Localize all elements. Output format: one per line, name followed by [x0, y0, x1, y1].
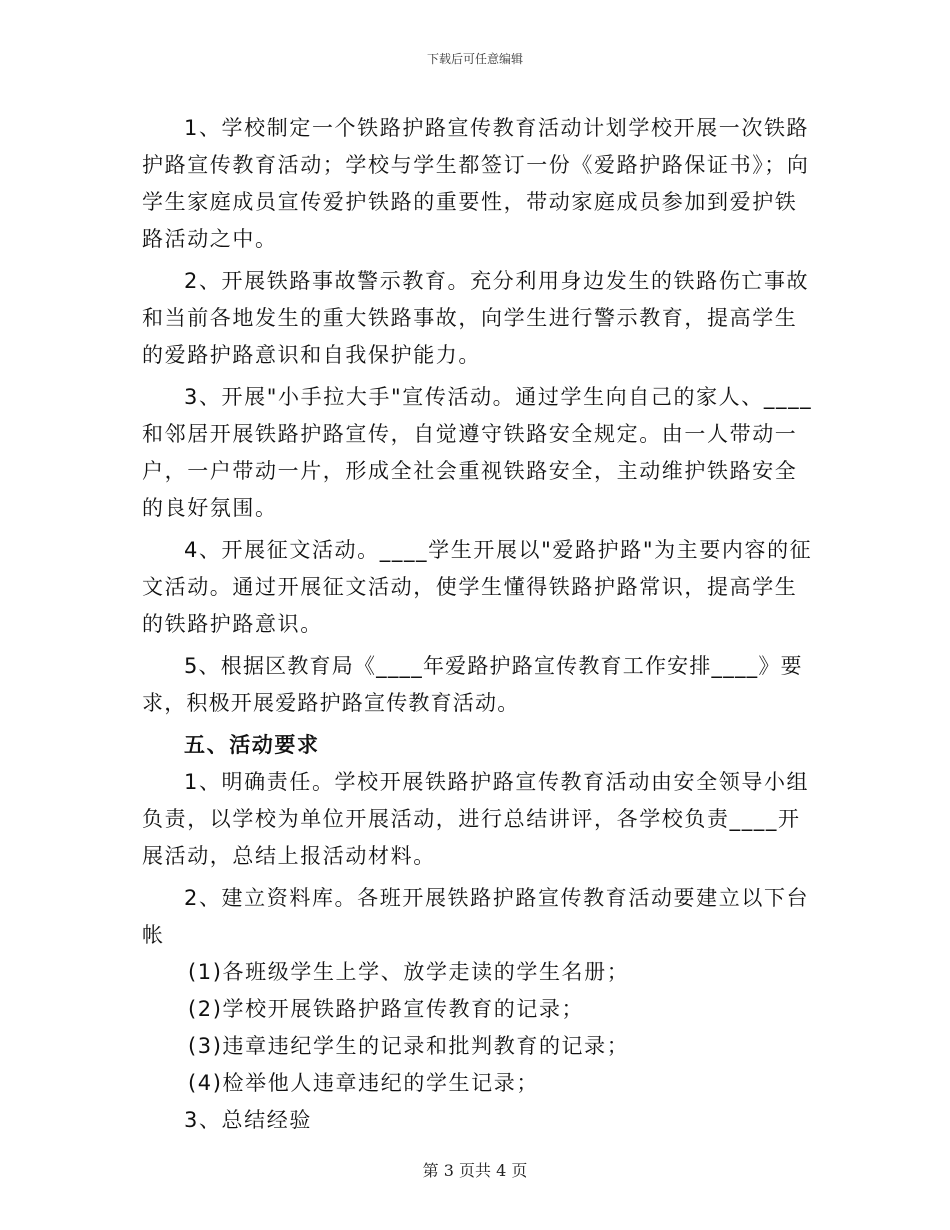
requirement-item-2: 2、建立资料库。各班开展铁路护路宣传教育活动要建立以下台帐	[142, 886, 810, 947]
ledger-item-2: (2)学校开展铁路护路宣传教育的记录；	[188, 997, 585, 1021]
activity-item-5: 5、根据区教育局《____年爱路护路宣传教育工作安排____》要求，积极开展爱路护路宣传教育活动。	[142, 654, 803, 715]
ledger-item-3: (3)违章违纪学生的记录和批判教育的记录；	[188, 1034, 630, 1058]
activity-item-2: 2、开展铁路事故警示教育。充分利用身边发生的铁路伤亡事故和当前各地发生的重大铁路事故，向学生进行警示教育，提高学生的爱路护路意识和自我保护能力。	[142, 269, 810, 367]
requirement-item-1: 1、明确责任。学校开展铁路护路宣传教育活动由安全领导小组负责，以学校为单位开展活动，进行总结讲评，各学校负责____开展活动，总结上报活动材料。	[142, 770, 810, 868]
document-body	[142, 110, 818, 1139]
section-title-requirements: 五、活动要求	[184, 733, 320, 757]
ledger-item-4: (4)检举他人违章违纪的学生记录；	[188, 1071, 539, 1095]
activity-item-1: 1、学校制定一个铁路护路宣传教育活动计划学校开展一次铁路护路宣传教育活动；学校与学生都签订一份《爱路护路保证书》；向学生家庭成员宣传爱护铁路的重要性，带动家庭成员参加到爱护铁路活动之中。	[142, 116, 810, 251]
activity-item-3: 3、开展"小手拉大手"宣传活动。通过学生向自己的家人、____和邻居开展铁路护路宣传，自觉遵守铁路安全规定。由一人带动一户，一户带动一片，形成全社会重视铁路安全，主动维护铁路安全的良好氛围。	[142, 385, 813, 520]
activity-item-4: 4、开展征文活动。____学生开展以"爱路护路"为主要内容的征文活动。通过开展征文活动，使学生懂得铁路护路常识，提高学生的铁路护路意识。	[142, 538, 813, 636]
page-header-note: 下载后可任意编辑	[426, 52, 523, 66]
requirement-item-3: 3、总结经验	[184, 1108, 312, 1132]
ledger-item-1: (1)各班级学生上学、放学走读的学生名册；	[188, 960, 630, 984]
page-footer-number: 第 3 页共 4 页	[422, 1161, 528, 1180]
